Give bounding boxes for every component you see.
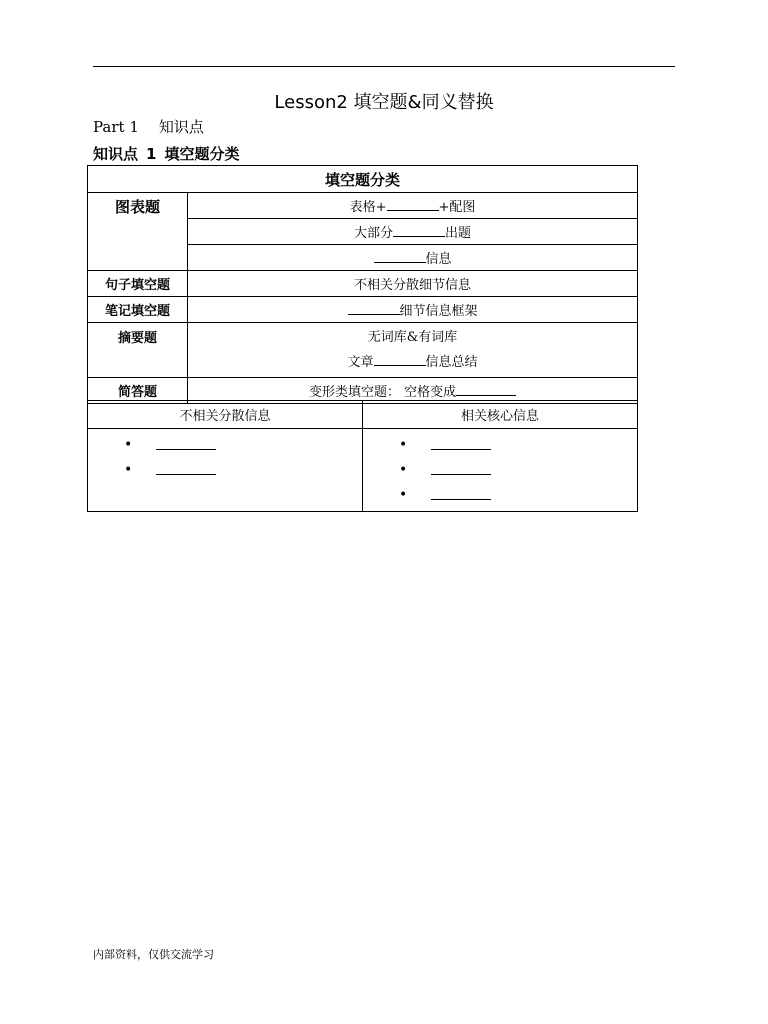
left-bullet-list: [88, 429, 363, 512]
fill-blank[interactable]: [374, 353, 426, 366]
table-header-row: [88, 166, 638, 193]
table-row: [88, 323, 638, 378]
table-row: [88, 297, 638, 323]
sentence-desc: 不相关分散细节信息: [188, 271, 638, 297]
classification-table: [87, 165, 638, 404]
chart-line-1: [188, 193, 638, 219]
chart-line-1-pre: 表格+: [349, 200, 387, 215]
list-item: [363, 458, 637, 483]
page-footer: 内部资料，仅供交流学习: [93, 948, 214, 961]
fill-blank[interactable]: [431, 449, 491, 450]
table-header: 填空题分类: [88, 166, 638, 193]
knowledge-point-title: 填空题分类: [164, 145, 240, 163]
category-notes: 笔记填空题: [88, 297, 188, 323]
category-summary: 摘要题: [88, 323, 188, 378]
table-row: [88, 193, 638, 219]
comparison-body-row: [88, 429, 638, 512]
header-rule: [93, 66, 675, 67]
table-row: [88, 271, 638, 297]
bullet-icon: •: [399, 462, 408, 478]
list-item: [363, 433, 637, 458]
part-title: 知识点: [158, 118, 204, 136]
category-short-answer: 简答题: [88, 378, 188, 404]
knowledge-point-prefix: 知识点: [93, 145, 139, 163]
right-bullet-list: [363, 429, 638, 512]
notes-desc: [188, 297, 638, 323]
bullet-icon: •: [124, 462, 133, 478]
right-column-header: 相关核心信息: [363, 401, 638, 429]
knowledge-point-heading: [93, 143, 239, 164]
notes-desc-post: 细节信息框架: [399, 304, 478, 319]
list-item: [88, 458, 362, 483]
fill-blank[interactable]: [156, 474, 216, 475]
left-column-header: 不相关分散信息: [88, 401, 363, 429]
fill-blank[interactable]: [393, 224, 445, 237]
chart-line-2: [188, 219, 638, 245]
fill-blank[interactable]: [387, 198, 439, 211]
summary-line-2-pre: 文章: [347, 355, 374, 370]
part-label: Part 1: [93, 118, 139, 136]
fill-blank[interactable]: [374, 250, 426, 263]
fill-blank[interactable]: [431, 474, 491, 475]
summary-line-2: [188, 350, 637, 375]
fill-blank[interactable]: [348, 302, 400, 315]
fill-blank[interactable]: [431, 499, 491, 500]
bullet-icon: •: [399, 487, 408, 503]
summary-line-2-post: 信息总结: [425, 355, 478, 370]
chart-line-3: [188, 245, 638, 271]
knowledge-point-number: 1: [146, 145, 157, 163]
bullet-icon: •: [124, 437, 133, 453]
summary-desc: [188, 323, 638, 378]
part-heading: [93, 116, 204, 137]
chart-line-1-post: +配图: [438, 200, 476, 215]
fill-blank[interactable]: [456, 383, 516, 396]
bullet-icon: •: [399, 437, 408, 453]
list-item: [88, 433, 362, 458]
category-sentence: 句子填空题: [88, 271, 188, 297]
fill-blank[interactable]: [156, 449, 216, 450]
short-answer-desc-pre: 变形类填空题： 空格变成: [308, 385, 457, 400]
list-item: [363, 483, 637, 508]
chart-line-2-pre: 大部分: [353, 226, 393, 241]
comparison-table: [87, 400, 638, 512]
chart-line-2-post: 出题: [445, 226, 472, 241]
category-chart: 图表题: [88, 193, 188, 271]
summary-line-1: 无词库&有词库: [367, 330, 458, 345]
comparison-header-row: [88, 401, 638, 429]
chart-line-3-post: 信息: [425, 252, 452, 267]
page-title: Lesson2 填空题&同义替换: [274, 92, 494, 113]
